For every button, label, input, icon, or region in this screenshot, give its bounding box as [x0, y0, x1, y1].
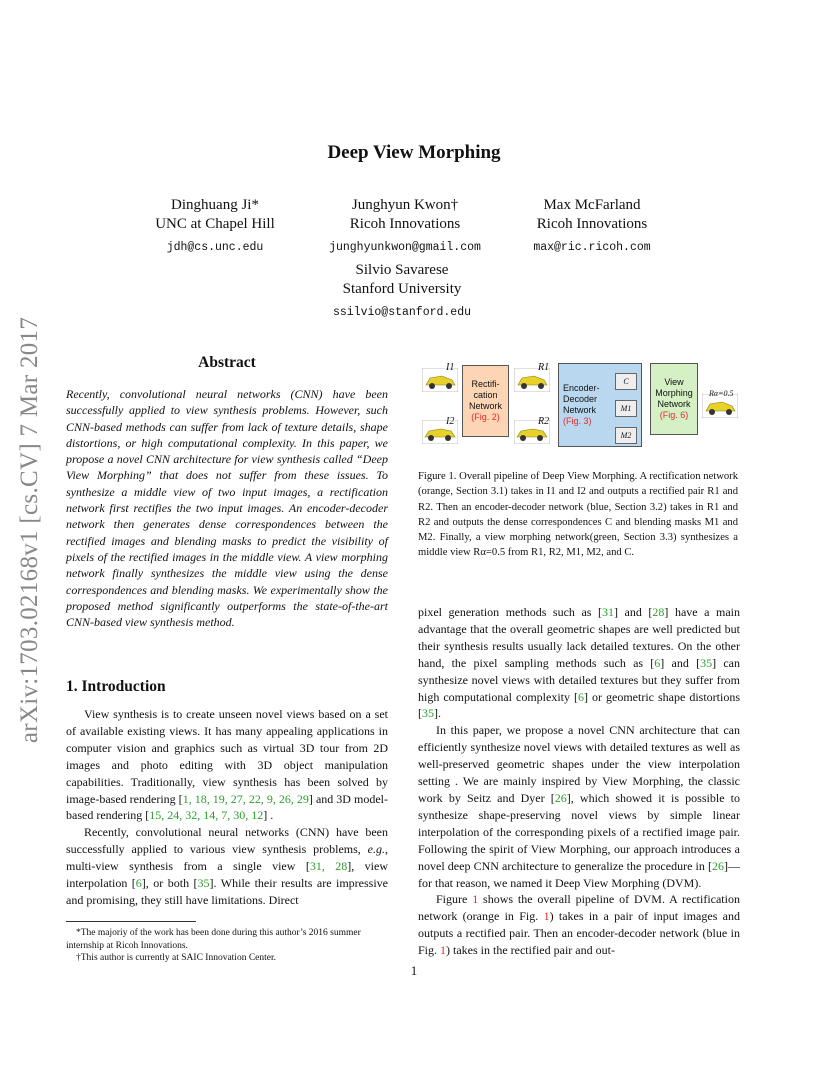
- author-name: Max McFarland: [543, 197, 641, 213]
- author-affiliation: Stanford University: [342, 281, 462, 297]
- author-block: [115, 196, 315, 257]
- author-email: ssilvio@stanford.edu: [332, 306, 472, 319]
- figure-link[interactable]: 1: [472, 892, 479, 907]
- author-affiliation: UNC at Chapel Hill: [155, 216, 275, 232]
- author-affiliation: Ricoh Innovations: [349, 216, 461, 232]
- citation-link[interactable]: 26: [554, 790, 567, 805]
- figure-ref[interactable]: (Fig. 3): [563, 416, 592, 427]
- input-label: I2: [446, 416, 455, 427]
- footnote: *The majoriy of the work has been done during this author’s 2016 summer internship at Ricoh Innovations.: [66, 928, 361, 951]
- paragraph: Figure 1 shows the overall pipeline of DVM. A rectification network (orange in Fig. 1) takes in a pair of input images and outputs a rectified pair. Then an encoder-decoder network (blue in Fig. 1) takes in the rectified pair and out-: [418, 892, 741, 958]
- author-email: junghyunkwon@gmail.com: [329, 241, 481, 254]
- paper-title: Deep View Morphing: [327, 142, 501, 163]
- author-name: Junghyun Kwon†: [351, 197, 459, 213]
- citation-link[interactable]: 1, 18, 19, 27, 22, 9, 26, 29: [182, 791, 309, 806]
- citation-link[interactable]: 31, 28: [309, 859, 348, 874]
- rectification-network-box: Rectifi- cation Network (Fig. 2): [462, 365, 509, 437]
- author-block: [302, 261, 502, 322]
- section-heading: 1. Introduction: [66, 678, 166, 695]
- intro-body: [66, 706, 388, 909]
- citation-link[interactable]: 31: [602, 605, 614, 619]
- arxiv-stamp: [10, 290, 50, 770]
- abstract-text: Recently, convolutional neural networks (CNN) have been successfully applied to view synthesis problems. However, such CNN-based methods can suffer from lack of texture details, shape distortions, or high computational complexity. In this paper, we propose a novel CNN architecture for view synthesis called “Deep View Morphing” that does not suffer from these issues. To synthesize a middle view of two input images, a rectification network first rectifies the two input images. An encoder-decoder network then generates dense correspondences between the rectified images and blending masks to predict the visibility of pixels of the rectified images in the middle view. A view morphing network finally synthesizes the middle view using the dense correspondences and blending masks. We experimentally show the proposed method significantly outperforms the state-of-the-art CNN-based view synthesis method.: [66, 387, 388, 630]
- citation-link[interactable]: 15, 24, 32, 14, 7, 30, 12: [149, 808, 264, 823]
- figure-ref[interactable]: (Fig. 6): [659, 410, 689, 421]
- paragraph: View synthesis is to create unseen novel views based on a set of available existing views. It has many appealing applications in computer vision and graphics such as virtual 3D tour from 2D images and photo editing with 3D object manipulation capabilities. Traditionally, view synthesis has been solved by image-based rendering [1, 18, 19, 27, 22, 9, 26, 29] and 3D model-based rendering [15, 24, 32, 14, 7, 30, 12] .: [66, 707, 388, 823]
- right-column-body: [418, 604, 740, 959]
- footnotes: [66, 927, 388, 965]
- footnote: †This author is currently at SAIC Innovation Center.: [76, 953, 276, 963]
- figure-ref[interactable]: (Fig. 2): [471, 412, 500, 423]
- citation-link[interactable]: 6: [654, 655, 661, 670]
- figure-link[interactable]: 1: [543, 909, 550, 924]
- citation-link[interactable]: 35: [197, 876, 210, 891]
- paragraph: In this paper, we propose a novel CNN architecture that can efficiently synthesize novel views with detailed textures as well as well-preserved geometric shapes under the view interpolation setting . We are mainly inspired by View Morphing, the classic work by Seitz and Dyer [26], which showed it is possible to synthesize shape-preserving novel views by simple linear interpolation of the corresponding pixels of a rectified image pair. Following the spirit of View Morphing, our approach introduces a novel deep CNN architecture to generalize the procedure in [26]—for that reason, we named it Deep View Morphing (DVM).: [418, 723, 741, 890]
- author-block: [305, 196, 505, 257]
- mask-output: M1: [615, 400, 637, 417]
- input-label: I1: [446, 362, 455, 373]
- citation-link[interactable]: 35: [422, 706, 434, 721]
- abstract-heading: Abstract: [198, 354, 256, 371]
- arxiv-stamp-text: arXiv:1703.02168v1 [cs.CV] 7 Mar 2017: [16, 316, 43, 744]
- citation-link[interactable]: 28: [652, 605, 665, 619]
- paragraph: pixel generation methods such as [31] and [28] have a main advantage that the overall geometric shapes are well predicted but their synthesis results usually lack detailed textures. On the other hand, the pixel sampling methods such as [6] and [35] can synthesize novel views with detailed textures but they suffer from high computational complexity [6] or geometric shape distortions [35].: [418, 605, 740, 721]
- author-email: max@ric.ricoh.com: [533, 241, 651, 254]
- citation-link[interactable]: 6: [578, 689, 584, 704]
- author-affiliation: Ricoh Innovations: [536, 216, 648, 232]
- footnote-rule: [66, 921, 196, 922]
- paragraph: Recently, convolutional neural networks (CNN) have been successfully applied to various view synthesis problems, e.g., multi-view synthesis from a single view [31, 28], view interpolation [6], or both [35]. While their results are impressive and promising, they still have limitations. Direct: [66, 825, 388, 907]
- mask-output: M2: [615, 427, 637, 444]
- output-label: Rα=0.5: [709, 389, 734, 398]
- pipeline-figure: [418, 360, 740, 455]
- citation-link[interactable]: 35: [700, 655, 713, 670]
- correspondence-output: C: [615, 373, 637, 390]
- citation-link[interactable]: 6: [135, 876, 142, 891]
- rectified-label: R2: [538, 416, 550, 427]
- figure-link[interactable]: 1: [440, 943, 447, 958]
- page-number: 1: [410, 963, 418, 978]
- author-name: Dinghuang Ji*: [171, 197, 259, 213]
- author-block: [492, 196, 692, 257]
- author-name: Silvio Savarese: [355, 262, 449, 278]
- encoder-decoder-network-box: Encoder- Decoder Network (Fig. 3): [558, 363, 642, 447]
- citation-link[interactable]: 26: [712, 858, 724, 873]
- figure-caption: Figure 1. Overall pipeline of Deep View Morphing. A rectification network (orange, Section 3.1) takes in I1 and I2 and outputs a rectified pair R1 and R2. Then an encoder-decoder network (blue, Section 3.2) takes in R1 and R2 and outputs the dense correspondences C and blending masks M1 and M2. Finally, a view morphing network(green, Section 3.3) synthesizes a middle view Rα=0.5 from R1, R2, M1, M2, and C.: [418, 471, 738, 559]
- view-morphing-network-box: View Morphing Network (Fig. 6): [650, 363, 698, 435]
- author-email: jdh@cs.unc.edu: [166, 241, 264, 254]
- rectified-label: R1: [538, 362, 550, 373]
